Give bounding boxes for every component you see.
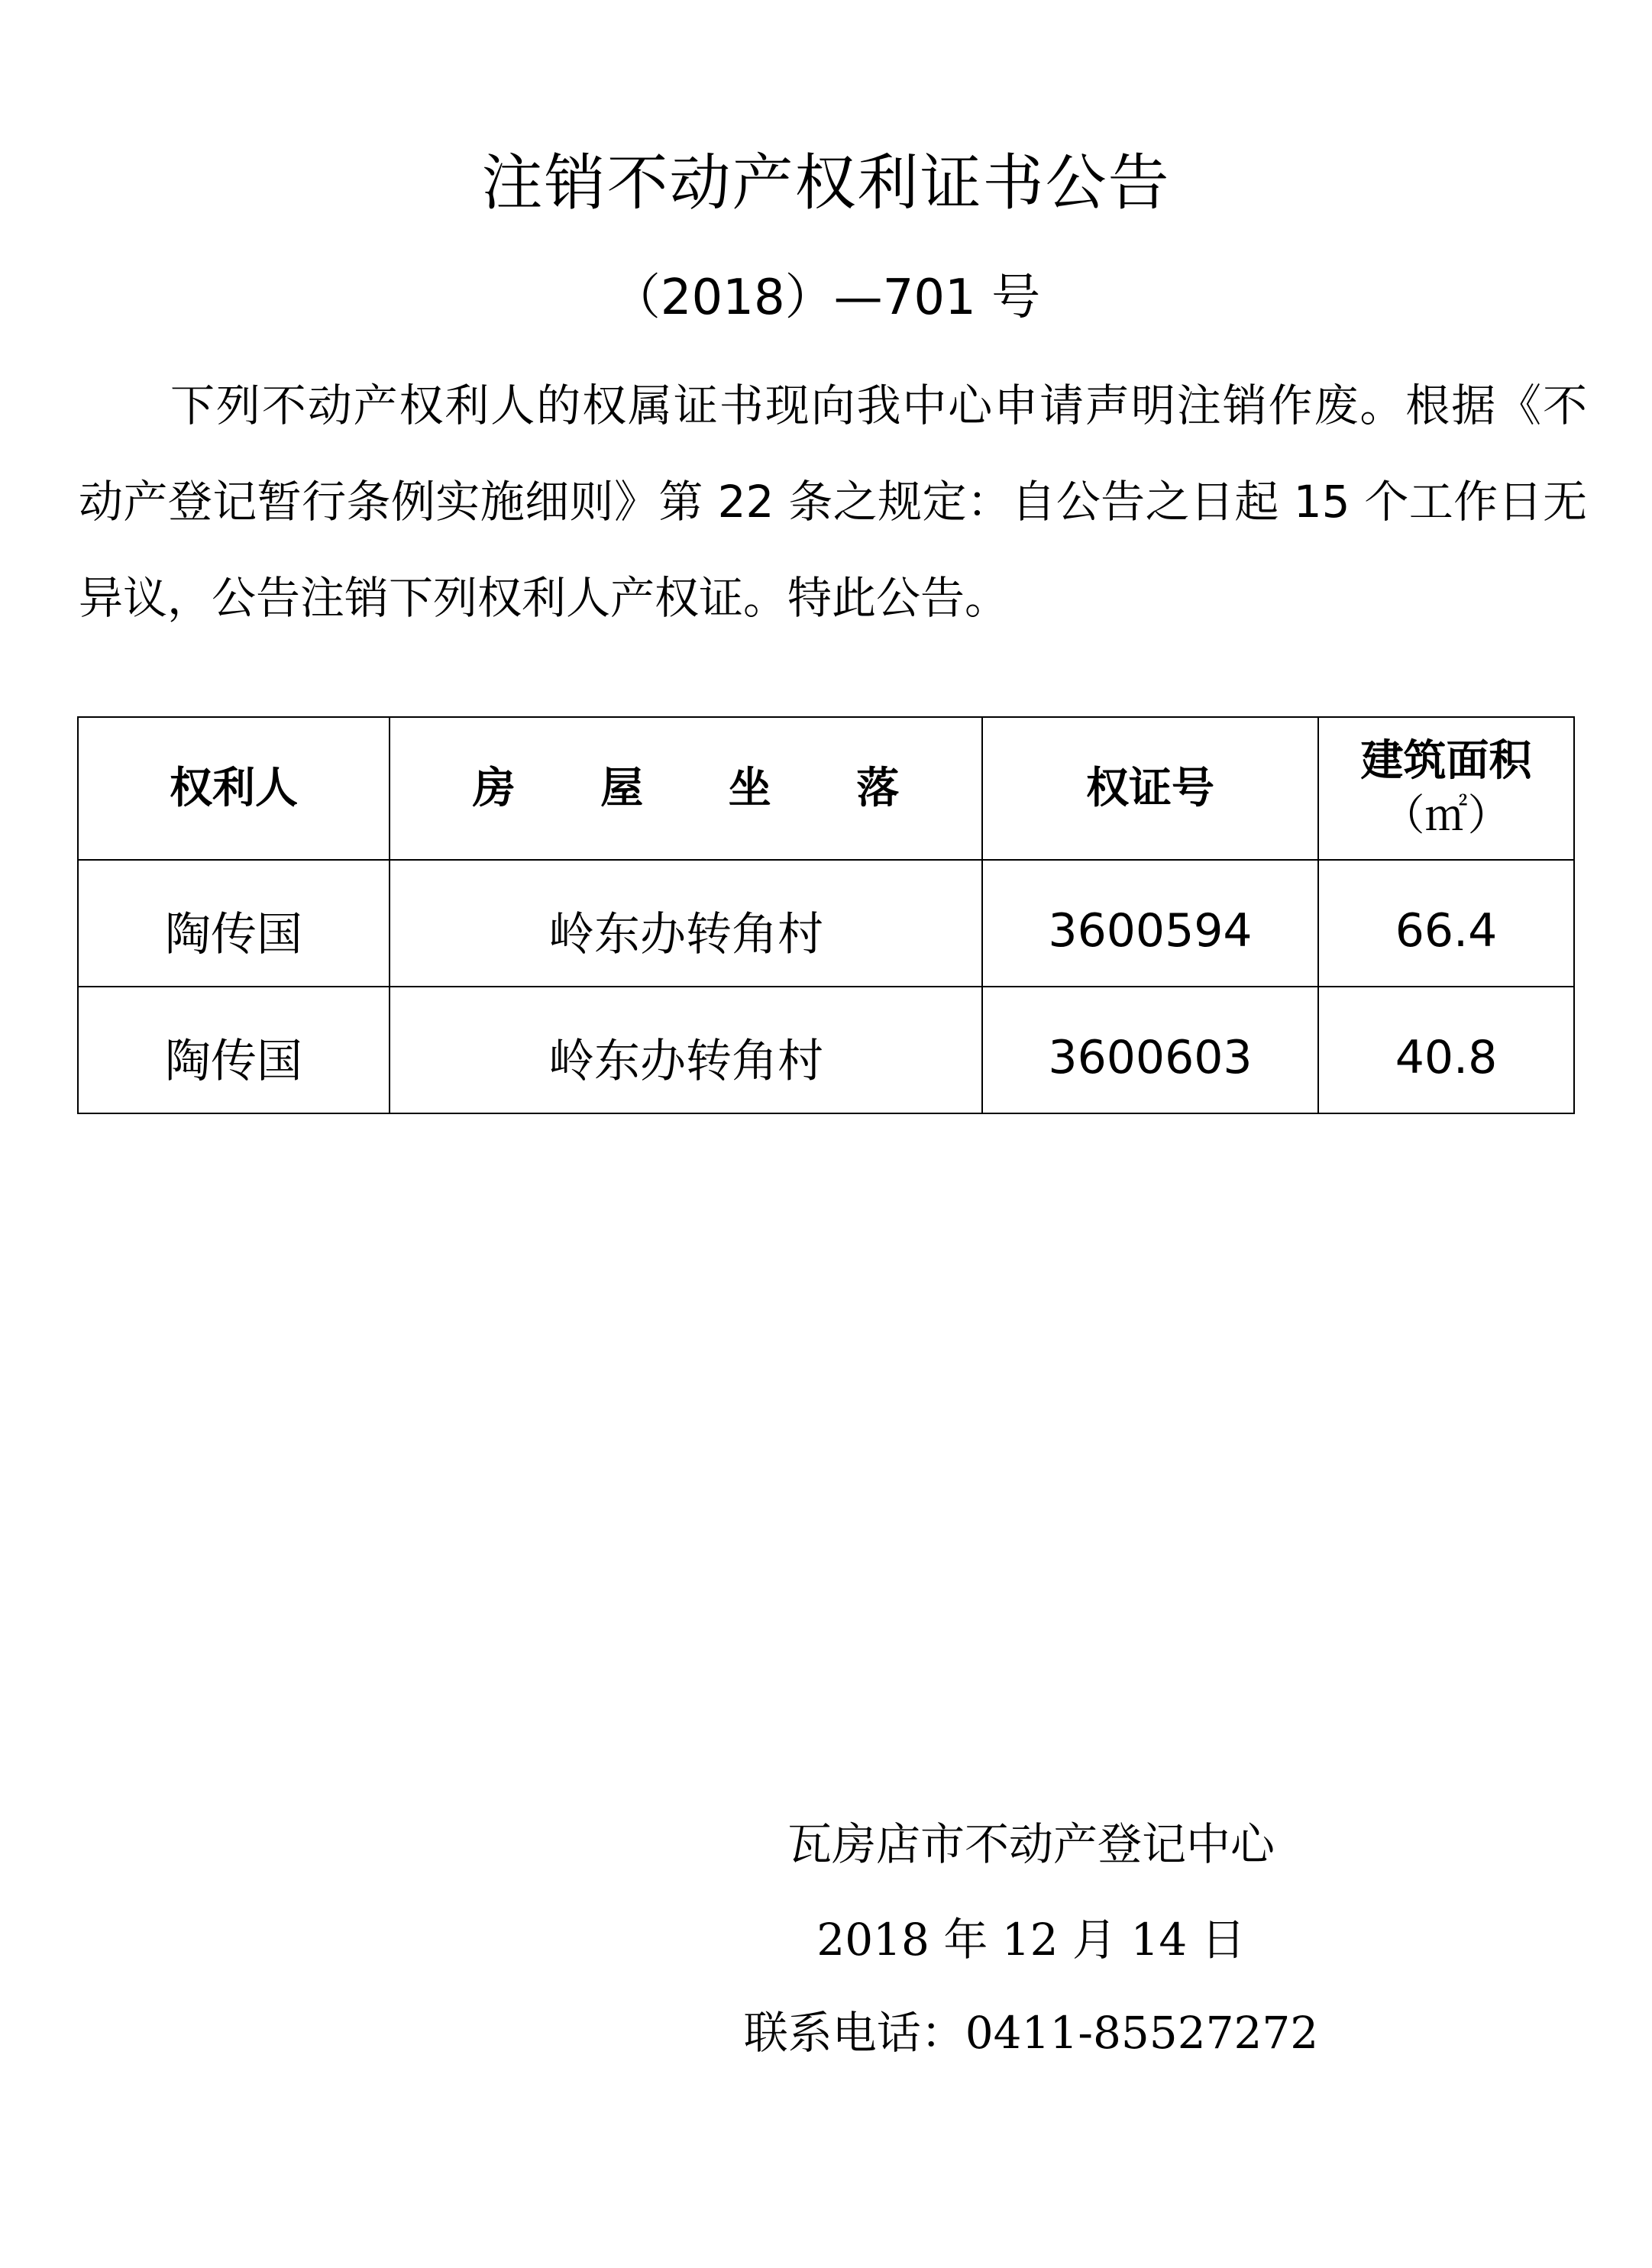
cell-location: 岭东办转角村 [390,860,982,987]
header-location-label: 房 屋 坐 落 [472,763,935,813]
header-holder: 权利人 [78,717,390,860]
header-cert-no: 权证号 [982,717,1318,860]
cell-location: 岭东办转角村 [390,987,982,1113]
issuer-name: 瓦房店市不动产登记中心 [787,1818,1275,1870]
table-header-row [78,717,1574,860]
notice-title: 注销不动产权利证书公告 [481,147,1171,218]
certificate-table [77,716,1575,1114]
table-row [78,860,1574,987]
header-area-unit: （㎡） [1382,790,1511,841]
cell-holder: 陶传国 [78,987,390,1113]
table-row [78,987,1574,1113]
contact-phone: 联系电话：0411-85527272 [743,2007,1319,2059]
issue-date: 2018 年 12 月 14 日 [816,1914,1246,1966]
header-location [390,717,982,860]
header-area-label: 建筑面积 [1360,735,1532,786]
cell-area: 40.8 [1318,987,1574,1113]
document-number: （2018）—701 号 [611,270,1041,326]
cell-holder: 陶传国 [78,860,390,987]
header-area [1318,717,1574,860]
cell-cert-no: 3600603 [982,987,1318,1113]
cell-area: 66.4 [1318,860,1574,987]
notice-body: 下列不动产权利人的权属证书现向我中心申请声明注销作废。根据《不动产登记暂行条例实施细则》第 22 条之规定：自公告之日起 15 个工作日无异议，公告注销下列权利人产权证。特此公告。 [79,380,1587,624]
cell-cert-no: 3600594 [982,860,1318,987]
